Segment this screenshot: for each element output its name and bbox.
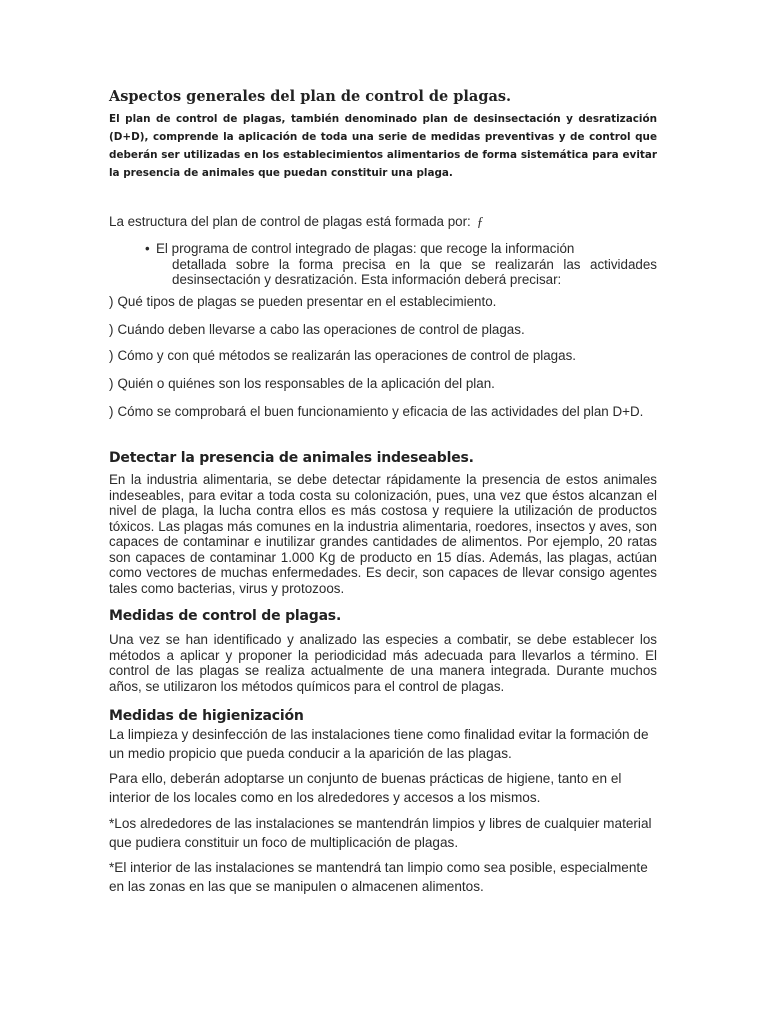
- list-marker-icon: ): [109, 376, 114, 391]
- list-item: [109, 348, 657, 363]
- list-item-text: Cómo y con qué métodos se realizarán las operaciones de control de plagas.: [117, 348, 576, 363]
- bullet-text-first: El programa de control integrado de plagas: que recoge la información: [156, 241, 575, 256]
- section-heading-medidas: Medidas de control de plagas.: [109, 608, 342, 624]
- higienizacion-paragraph: *El interior de las instalaciones se mantendrá tan limpio como sea posible, especialmente en las zonas en las que se manipulen o almacenen alimentos.: [109, 860, 648, 894]
- function-glyph-icon: ƒ: [476, 214, 484, 229]
- bullet-dot-icon: •: [145, 241, 150, 256]
- bullet-text: [156, 241, 657, 288]
- higienizacion-paragraph: *Los alrededores de las instalaciones se mantendrán limpios y libres de cualquier material que pudiera constituir un foco de multiplicación de plagas.: [109, 816, 652, 850]
- document-title: Aspectos generales del plan de control de plagas.: [109, 88, 512, 105]
- bullet-text-rest: detallada sobre la forma precisa en la que se realizarán las actividades desinsectación y desratización. Esta información deberá precisar:: [172, 256, 657, 287]
- section-heading-detectar: Detectar la presencia de animales indeseables.: [109, 450, 474, 466]
- list-marker-icon: ): [109, 294, 114, 309]
- higienizacion-paragraph: La limpieza y desinfección de las instalaciones tiene como finalidad evitar la formación de un medio propicio que pueda conducir a la aparición de las plagas.: [109, 727, 649, 761]
- list-item: [109, 322, 657, 337]
- list-item: [109, 294, 657, 309]
- list-item: [109, 376, 657, 391]
- list-marker-icon: ): [109, 404, 114, 419]
- list-item-text: Quién o quiénes son los responsables de la aplicación del plan.: [117, 376, 495, 391]
- medidas-paragraph: Una vez se han identificado y analizado las especies a combatir, se debe establecer los métodos a aplicar y proponer la periodicidad más adecuada para llevarlos a término. El control de las plagas se realiza actualmente de una manera integrada. Durante muchos años, se utilizaron los métodos químicos para el control de plagas.: [109, 632, 657, 694]
- structure-lead-text: La estructura del plan de control de plagas está formada por:: [109, 214, 471, 229]
- list-item-text: Qué tipos de plagas se pueden presentar en el establecimiento.: [117, 294, 497, 309]
- list-marker-icon: ): [109, 348, 114, 363]
- structure-bullet: [145, 241, 657, 288]
- higienizacion-paragraph: Para ello, deberán adoptarse un conjunto de buenas prácticas de higiene, tanto en el interior de los locales como en los alrededores y accesos a los mismos.: [109, 771, 622, 805]
- list-marker-icon: ): [109, 322, 114, 337]
- list-item-text: Cómo se comprobará el buen funcionamiento y eficacia de las actividades del plan D+D.: [117, 404, 644, 419]
- section-heading-higienizacion: Medidas de higienización: [109, 708, 304, 724]
- structure-lead: [109, 214, 657, 230]
- intro-paragraph: El plan de control de plagas, también denominado plan de desinsectación y desratización (D+D), comprende la aplicación de toda una serie de medidas preventivas y de control que deberán ser utilizadas en los establecimientos alimentarios de forma sistemática para evitar la presencia de animales que puedan constituir una plaga.: [109, 113, 657, 179]
- list-item-text: Cuándo deben llevarse a cabo las operaciones de control de plagas.: [117, 322, 525, 337]
- detectar-paragraph: En la industria alimentaria, se debe detectar rápidamente la presencia de estos animales indeseables, para evitar a toda costa su colonización, pues, una vez que éstos alcanzan el nivel de plaga, la lucha contra ellos es más costosa y requiere la utilización de productos tóxicos. Las plagas más comunes en la industria alimentaria, roedores, insectos y aves, son capaces de contaminar e inutilizar grandes cantidades de alimentos. Por ejemplo, 20 ratas son capaces de contaminar 1.000 Kg de producto en 15 días. Además, las plagas, actúan como vectores de muchas enfermedades. Es decir, son capaces de llevar consigo agentes tales como bacterias, virus y protozoos.: [109, 472, 657, 596]
- list-item: [109, 404, 657, 420]
